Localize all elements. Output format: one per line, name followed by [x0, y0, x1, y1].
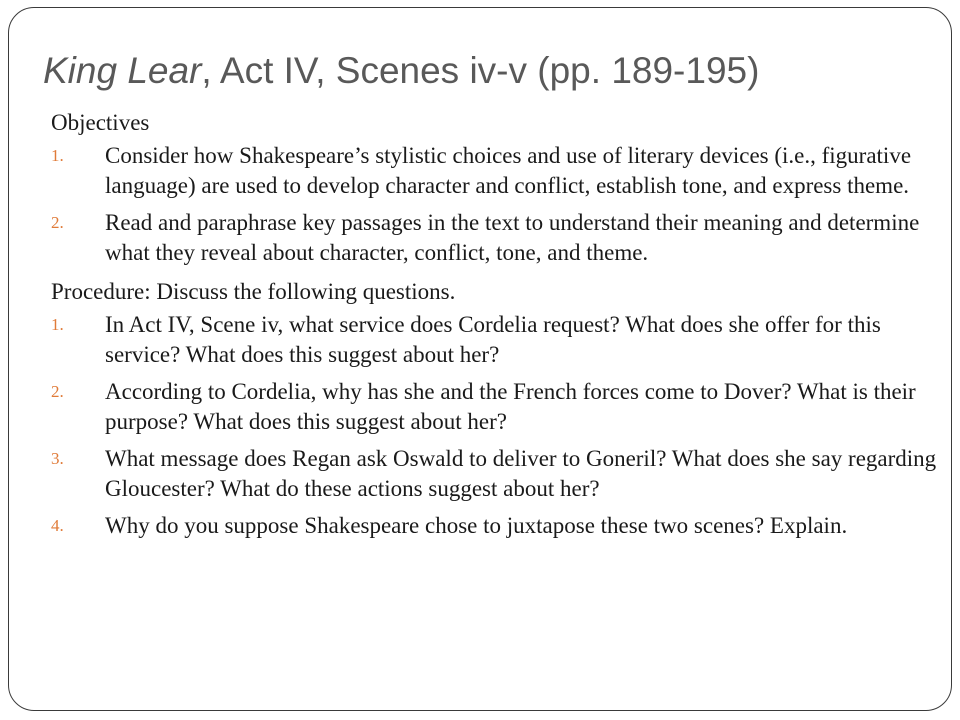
objectives-heading: Objectives	[51, 110, 150, 135]
question-item	[51, 310, 946, 370]
slide-title	[43, 49, 759, 93]
question-item	[51, 511, 946, 541]
questions-list	[51, 310, 946, 541]
objectives-list	[51, 141, 946, 268]
objective-item	[51, 208, 946, 268]
title-act-scenes: , Act IV, Scenes iv-v (pp. 189-195)	[201, 50, 760, 91]
objective-text: Read and paraphrase key passages in the text to understand their meaning and determine what they reveal about character, conflict, tone, and theme.	[105, 210, 920, 265]
question-text: According to Cordelia, why has she and the French forces come to Dover? What is their purpose? What does this suggest about her?	[105, 379, 916, 434]
question-text: Why do you suppose Shakespeare chose to juxtapose these two scenes? Explain.	[105, 513, 848, 538]
objective-item	[51, 141, 946, 201]
question-item	[51, 377, 946, 437]
slide-frame	[8, 7, 952, 711]
question-number: 4.	[51, 516, 64, 535]
question-number: 2.	[51, 382, 64, 401]
question-number: 3.	[51, 449, 64, 468]
procedure-heading: Procedure: Discuss the following questions.	[51, 279, 456, 304]
question-text: What message does Regan ask Oswald to deliver to Goneril? What does she say regarding Gloucester? What do these actions suggest about her?	[105, 446, 937, 501]
question-item	[51, 444, 946, 504]
title-play-name: King Lear	[43, 50, 202, 91]
slide-body	[51, 108, 946, 548]
objective-number: 2.	[51, 213, 64, 232]
question-number: 1.	[51, 315, 64, 334]
objective-text: Consider how Shakespeare’s stylistic choices and use of literary devices (i.e., figurative language) are used to develop character and conflict, establish tone, and express theme.	[105, 143, 912, 198]
objective-number: 1.	[51, 146, 64, 165]
question-text: In Act IV, Scene iv, what service does Cordelia request? What does she offer for this service? What does this suggest about her?	[105, 312, 881, 367]
